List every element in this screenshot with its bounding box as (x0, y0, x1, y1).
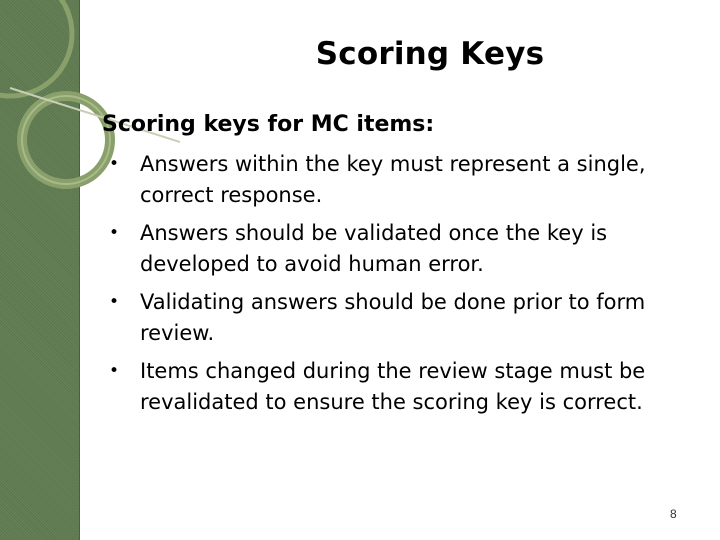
bullet-dot-icon: • (108, 292, 120, 312)
bullet-item (104, 149, 704, 211)
bullet-dot-icon: • (108, 361, 120, 381)
bullet-dot-icon: • (108, 223, 120, 243)
bullet-list (104, 149, 704, 425)
small-ring-inner (22, 96, 110, 184)
bullet-item (104, 287, 704, 349)
bullet-dot-icon: • (108, 154, 120, 174)
bullet-text: Answers should be validated once the key is developed to avoid human error. (140, 221, 608, 276)
slide-title: Scoring Keys (315, 36, 545, 72)
bullet-text: Items changed during the review stage must be revalidated to ensure the scoring key is correct. (140, 359, 646, 414)
slide-subtitle: Scoring keys for MC items: (102, 112, 435, 137)
page-number: 8 (670, 507, 677, 521)
bullet-item (104, 218, 704, 280)
large-ring (0, 0, 72, 96)
bullet-text: Validating answers should be done prior to form review. (140, 290, 646, 345)
bullet-text: Answers within the key must represent a single, correct response. (140, 152, 646, 207)
bullet-item (104, 356, 704, 418)
